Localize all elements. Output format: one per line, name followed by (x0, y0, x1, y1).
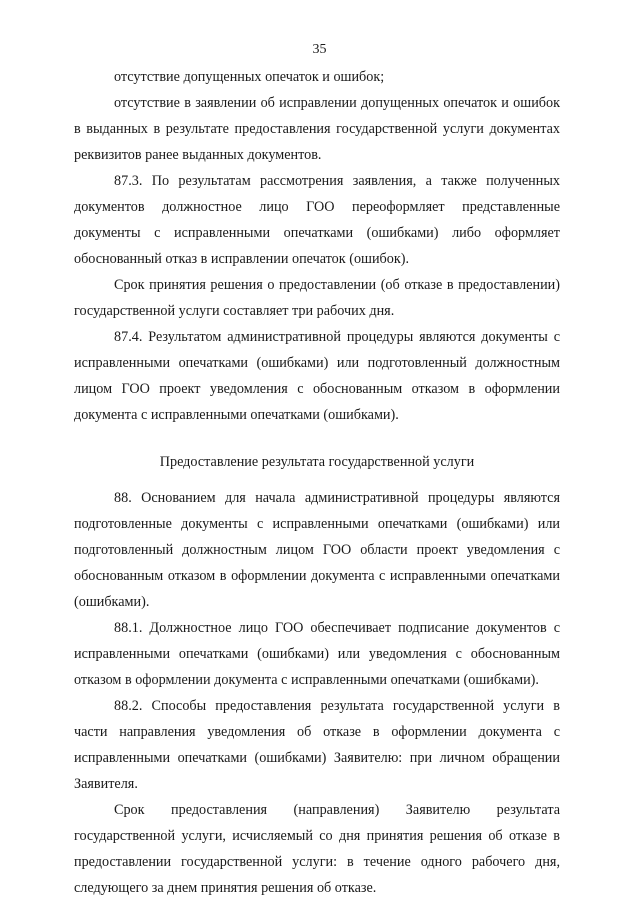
section-heading: Предоставление результата государственной услуги (159, 454, 475, 470)
paragraph: 88.1. Должностное лицо ГОО обеспечивает подписание документов с исправленными опечатками (ошибками) или уведомления с обоснованным отказом в оформлении документа с исправленными опечатками (ошибками). (74, 620, 560, 688)
paragraph: отсутствие допущенных опечаток и ошибок; (114, 69, 385, 85)
paragraph: 87.4. Результатом административной процедуры являются документы с исправленными опечатками (ошибками) или подготовленный должностным лицом ГОО проект уведомления с обоснованным отказом в оформлении документа с исправленными опечатками (ошибками). (74, 329, 560, 423)
paragraph: отсутствие в заявлении об исправлении допущенных опечаток и ошибок в выданных в результате предоставления государственной услуги документах реквизитов ранее выданных документов. (74, 95, 560, 163)
paragraph: 88.2. Способы предоставления результата государственной услуги в части направления уведомления об отказе в оформлении документа с исправленными опечатками (ошибками) Заявителю: при личном обращении Заявителя. (74, 698, 560, 792)
paragraph: 87.3. По результатам рассмотрения заявления, а также полученных документов должностное лицо ГОО переоформляет представленные документы с исправленными опечатками (ошибками) либо оформляет обоснованный отказ в исправлении опечаток (ошибок). (74, 173, 560, 267)
paragraph: Срок предоставления (направления) Заявителю результата государственной услуги, исчисляемый со дня принятия решения об отказе в предоставлении государственной услуги: в течение одного рабочего дня, следующего за днем принятия решения об отказе. (74, 802, 560, 896)
page-number: 35 (312, 42, 327, 57)
document-body (74, 64, 560, 901)
paragraph: 88. Основанием для начала административной процедуры являются подготовленные документы с исправленными опечатками (ошибками) или подготовленный должностным лицом ГОО области проект уведомления с обоснованным отказом в оформлении документа с исправленными опечатками (ошибками). (74, 490, 560, 610)
paragraph: Срок принятия решения о предоставлении (об отказе в предоставлении) государственной услуги составляет три рабочих дня. (74, 277, 560, 319)
